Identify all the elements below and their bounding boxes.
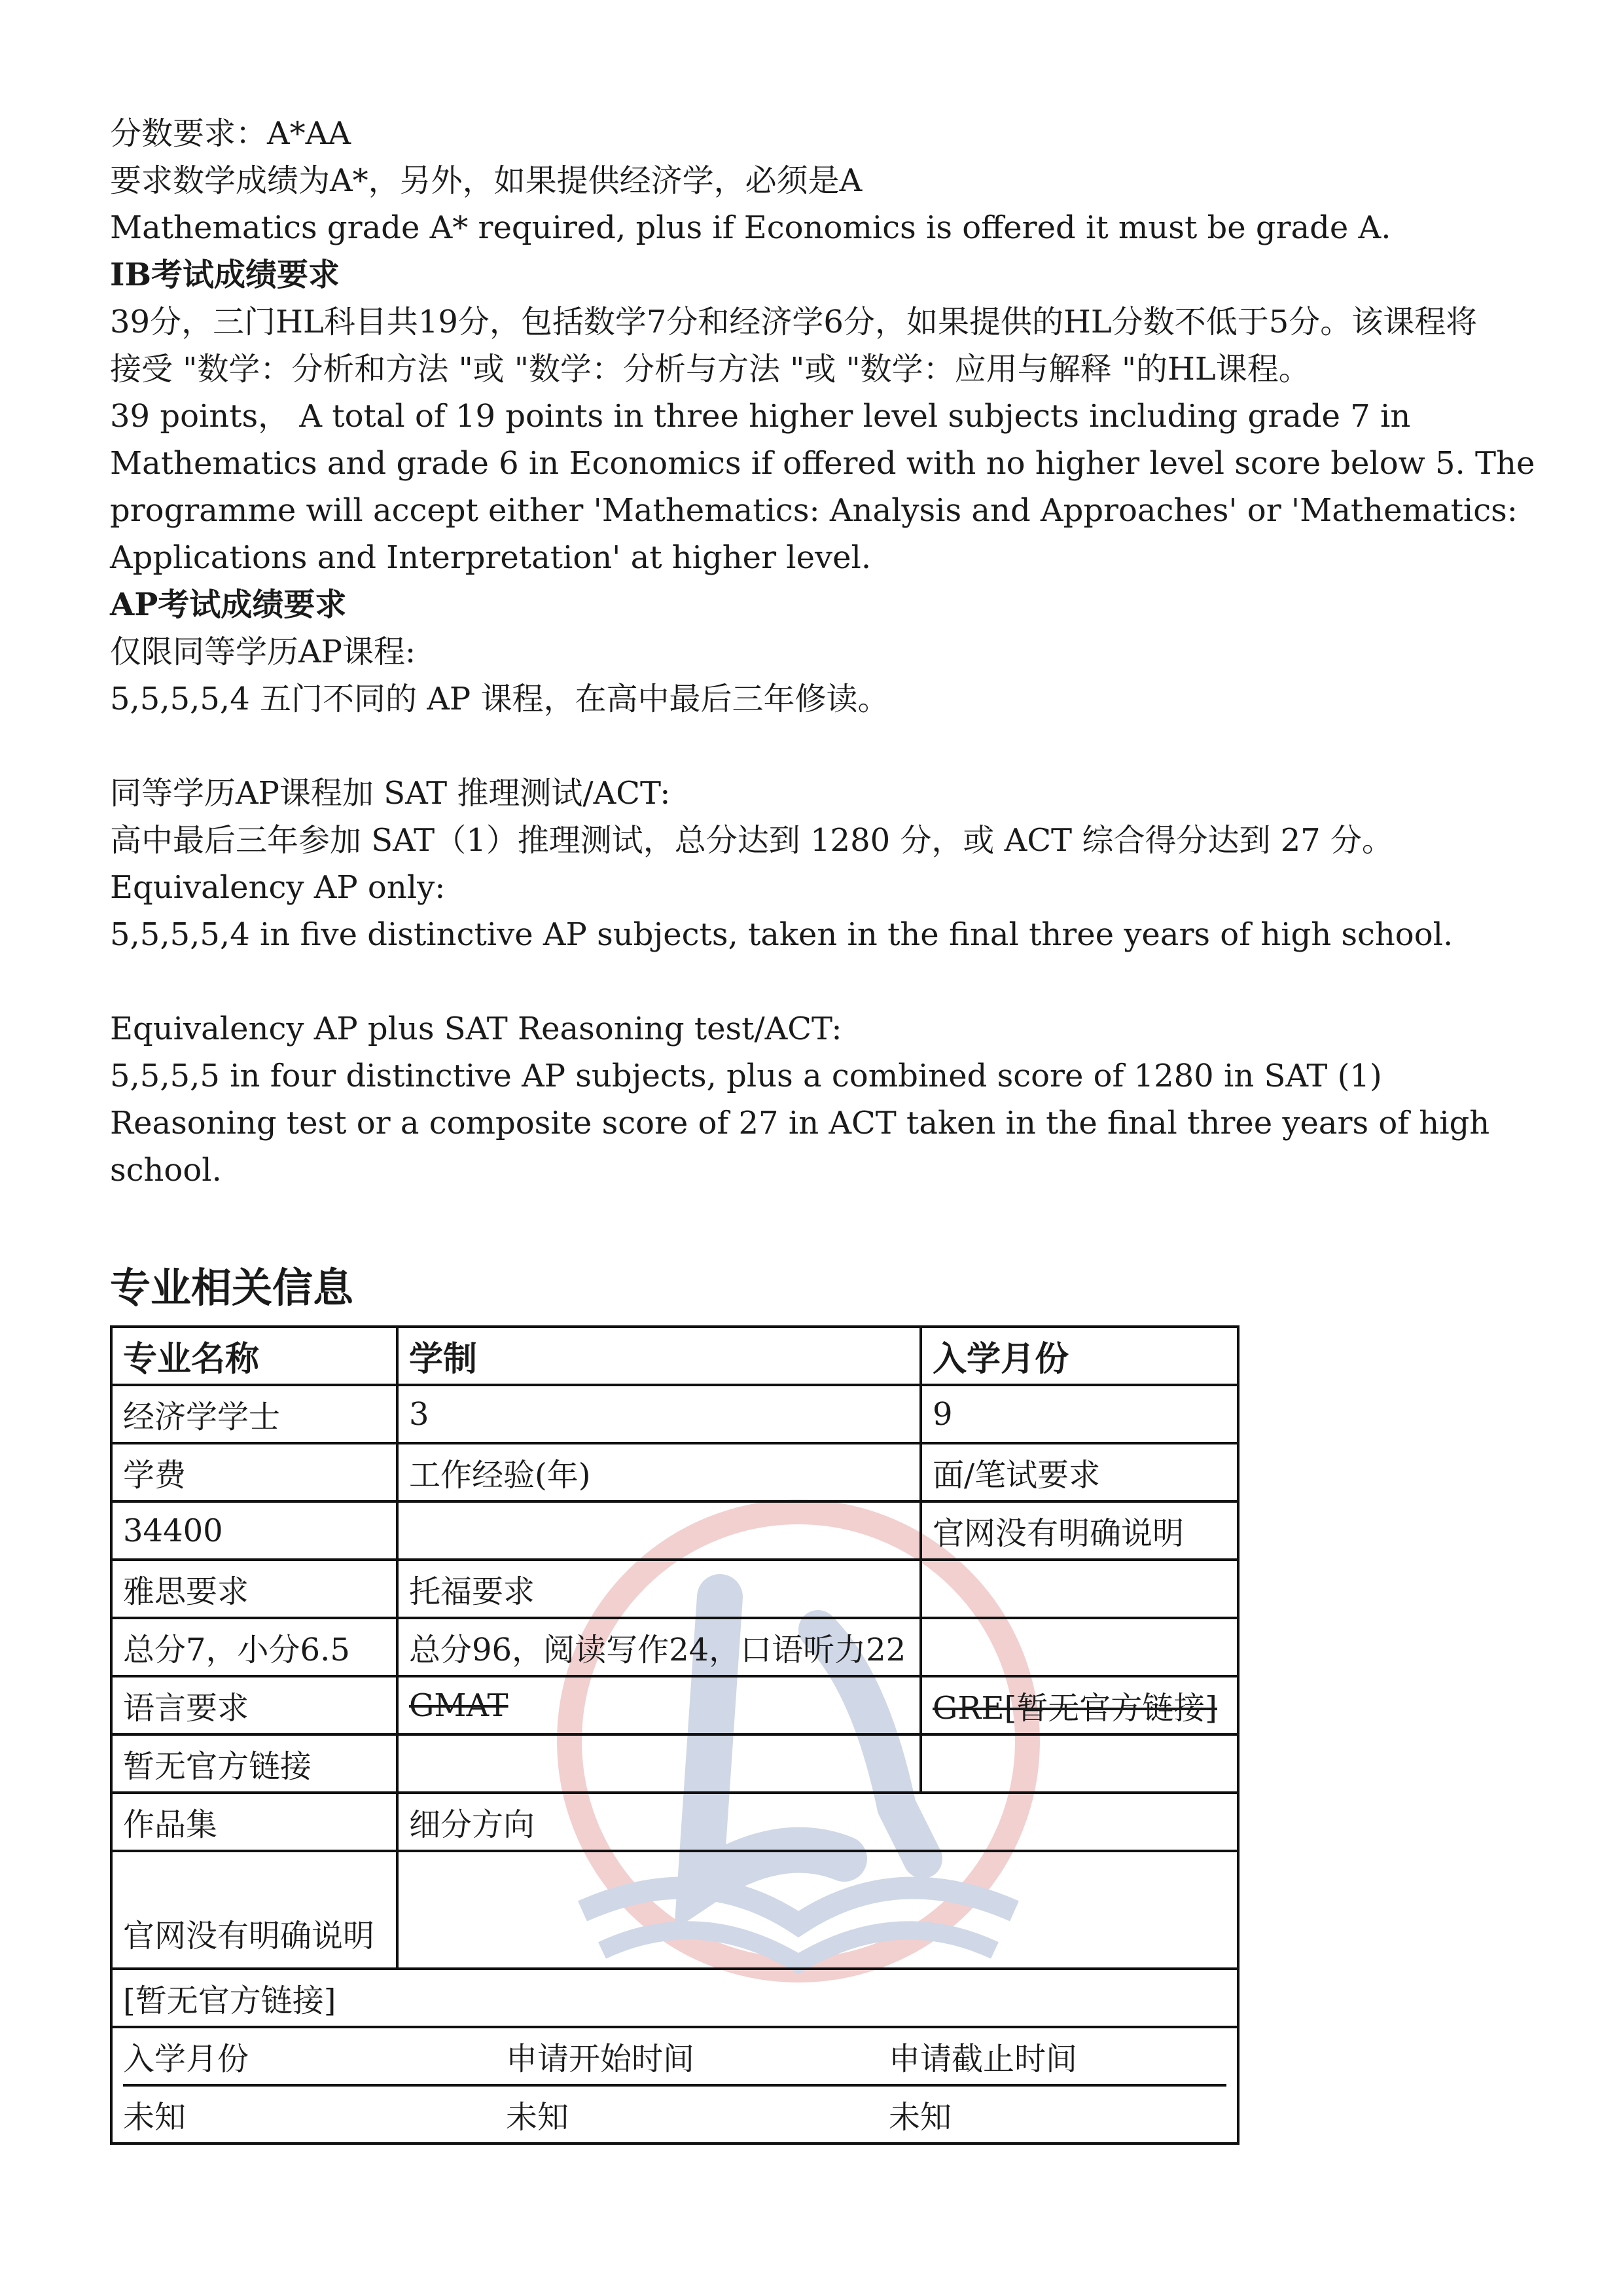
table-row bbox=[111, 1851, 1238, 1969]
language-label: 语言要求 bbox=[111, 1676, 397, 1734]
ib-cn-1: 39分，三门HL科目共19分，包括数学7分和经济学6分，如果提供的HL分数不低于5分。该课程将 bbox=[110, 304, 1478, 340]
alevel-score: 分数要求：A*AA bbox=[110, 115, 351, 152]
empty-cell bbox=[921, 1734, 1238, 1793]
dates-header-deadline: 申请截止时间 bbox=[889, 2041, 1078, 2077]
language-link-value: 暂无官方链接 bbox=[111, 1734, 397, 1793]
dates-row bbox=[111, 2087, 1238, 2144]
toefl-value: 总分96，阅读写作24，口语听力22 bbox=[397, 1618, 921, 1676]
ap-cn-3: 同等学历AP课程加 SAT 推理测试/ACT: bbox=[110, 775, 671, 812]
gmat-label: GMAT bbox=[397, 1676, 921, 1734]
portfolio-label: 作品集 bbox=[111, 1793, 397, 1851]
header-intake-month: 入学月份 bbox=[921, 1327, 1238, 1385]
spacer bbox=[110, 958, 1524, 1005]
table-row bbox=[111, 1443, 1238, 1501]
dates-values bbox=[111, 2087, 1238, 2144]
dates-header bbox=[111, 2027, 1238, 2087]
intake-month-value: 9 bbox=[921, 1385, 1238, 1443]
dates-header-start: 申请开始时间 bbox=[506, 2041, 695, 2077]
empty-cell bbox=[397, 1734, 921, 1793]
ap-en-2: 5,5,5,5,4 in five distinctive AP subjects, taken in the final three years of high school. bbox=[110, 916, 1454, 953]
toefl-label: 托福要求 bbox=[397, 1560, 921, 1618]
work-exp-value bbox=[397, 1501, 921, 1560]
header-duration: 学制 bbox=[397, 1327, 921, 1385]
ap-en-1: Equivalency AP only: bbox=[110, 869, 446, 906]
ib-en-2: Mathematics and grade 6 in Economics if offered with no higher level score below 5. The bbox=[110, 445, 1535, 482]
ielts-value: 总分7，小分6.5 bbox=[111, 1618, 397, 1676]
ib-en-4: Applications and Interpretation' at higher level. bbox=[110, 539, 872, 576]
work-exp-label: 工作经验(年) bbox=[397, 1443, 921, 1501]
ap-en-4: 5,5,5,5 in four distinctive AP subjects, plus a combined score of 1280 in SAT (1) bbox=[110, 1058, 1382, 1094]
ap-cn-2: 5,5,5,5,4 五门不同的 AP 课程，在高中最后三年修读。 bbox=[110, 681, 889, 717]
ap-heading: AP考试成绩要求 bbox=[110, 586, 347, 623]
dates-start-value: 未知 bbox=[506, 2099, 569, 2136]
table-row bbox=[111, 1560, 1238, 1618]
ib-heading: IB考试成绩要求 bbox=[110, 257, 340, 293]
tuition-label: 学费 bbox=[111, 1443, 397, 1501]
ap-cn-4: 高中最后三年参加 SAT（1）推理测试，总分达到 1280 分，或 ACT 综合得分达到 27 分。 bbox=[110, 822, 1393, 859]
dates-header-intake: 入学月份 bbox=[123, 2041, 249, 2077]
table-row bbox=[111, 1618, 1238, 1676]
empty-cell bbox=[921, 1560, 1238, 1618]
program-name: 经济学学士 bbox=[111, 1385, 397, 1443]
alevel-en: Mathematics grade A* required, plus if Economics is offered it must be grade A. bbox=[110, 209, 1391, 246]
ib-cn-2: 接受 "数学：分析和方法 "或 "数学：分析与方法 "或 "数学：应用与解释 "的HL课程。 bbox=[110, 351, 1310, 387]
header-program-name: 专业名称 bbox=[111, 1327, 397, 1385]
dates-intake-value: 未知 bbox=[123, 2099, 187, 2136]
official-link: [暂无官方链接] bbox=[111, 1969, 1238, 2027]
table-header-row bbox=[111, 1327, 1238, 1385]
table-row bbox=[111, 1793, 1238, 1851]
spacer bbox=[110, 723, 1524, 770]
ap-en-3: Equivalency AP plus SAT Reasoning test/ACT: bbox=[110, 1011, 842, 1047]
empty-cell bbox=[921, 1618, 1238, 1676]
ap-cn-1: 仅限同等学历AP课程: bbox=[110, 634, 416, 670]
alevel-cn: 要求数学成绩为A*，另外，如果提供经济学，必须是A bbox=[110, 162, 863, 199]
portfolio-value: 官网没有明确说明 bbox=[111, 1851, 397, 1969]
gre-label: GRE[暂无官方链接] bbox=[921, 1676, 1238, 1734]
interview-value: 官网没有明确说明 bbox=[921, 1501, 1238, 1560]
ielts-label: 雅思要求 bbox=[111, 1560, 397, 1618]
table-row bbox=[111, 1501, 1238, 1560]
table-row bbox=[111, 1734, 1238, 1793]
table-row bbox=[111, 1385, 1238, 1443]
ib-en-3: programme will accept either 'Mathematics: Analysis and Approaches' or 'Mathematics: bbox=[110, 492, 1518, 529]
duration-value: 3 bbox=[397, 1385, 921, 1443]
table-row bbox=[111, 1676, 1238, 1734]
program-info-table bbox=[110, 1325, 1240, 2145]
requirements-text bbox=[110, 110, 1535, 1194]
interview-label: 面/笔试要求 bbox=[921, 1443, 1238, 1501]
dates-header-row bbox=[111, 2027, 1238, 2087]
section-title: 专业相关信息 bbox=[110, 1264, 354, 1312]
direction-label: 细分方向 bbox=[397, 1793, 1238, 1851]
table-row bbox=[111, 1969, 1238, 2027]
ap-en-5: Reasoning test or a composite score of 27 in ACT taken in the final three years of high bbox=[110, 1105, 1490, 1141]
direction-value bbox=[397, 1851, 1238, 1969]
tuition-value: 34400 bbox=[111, 1501, 397, 1560]
ap-en-6: school. bbox=[110, 1152, 222, 1189]
ib-en-1: 39 points， A total of 19 points in three higher level subjects including grade 7 in bbox=[110, 398, 1411, 435]
dates-deadline-value: 未知 bbox=[889, 2099, 952, 2136]
